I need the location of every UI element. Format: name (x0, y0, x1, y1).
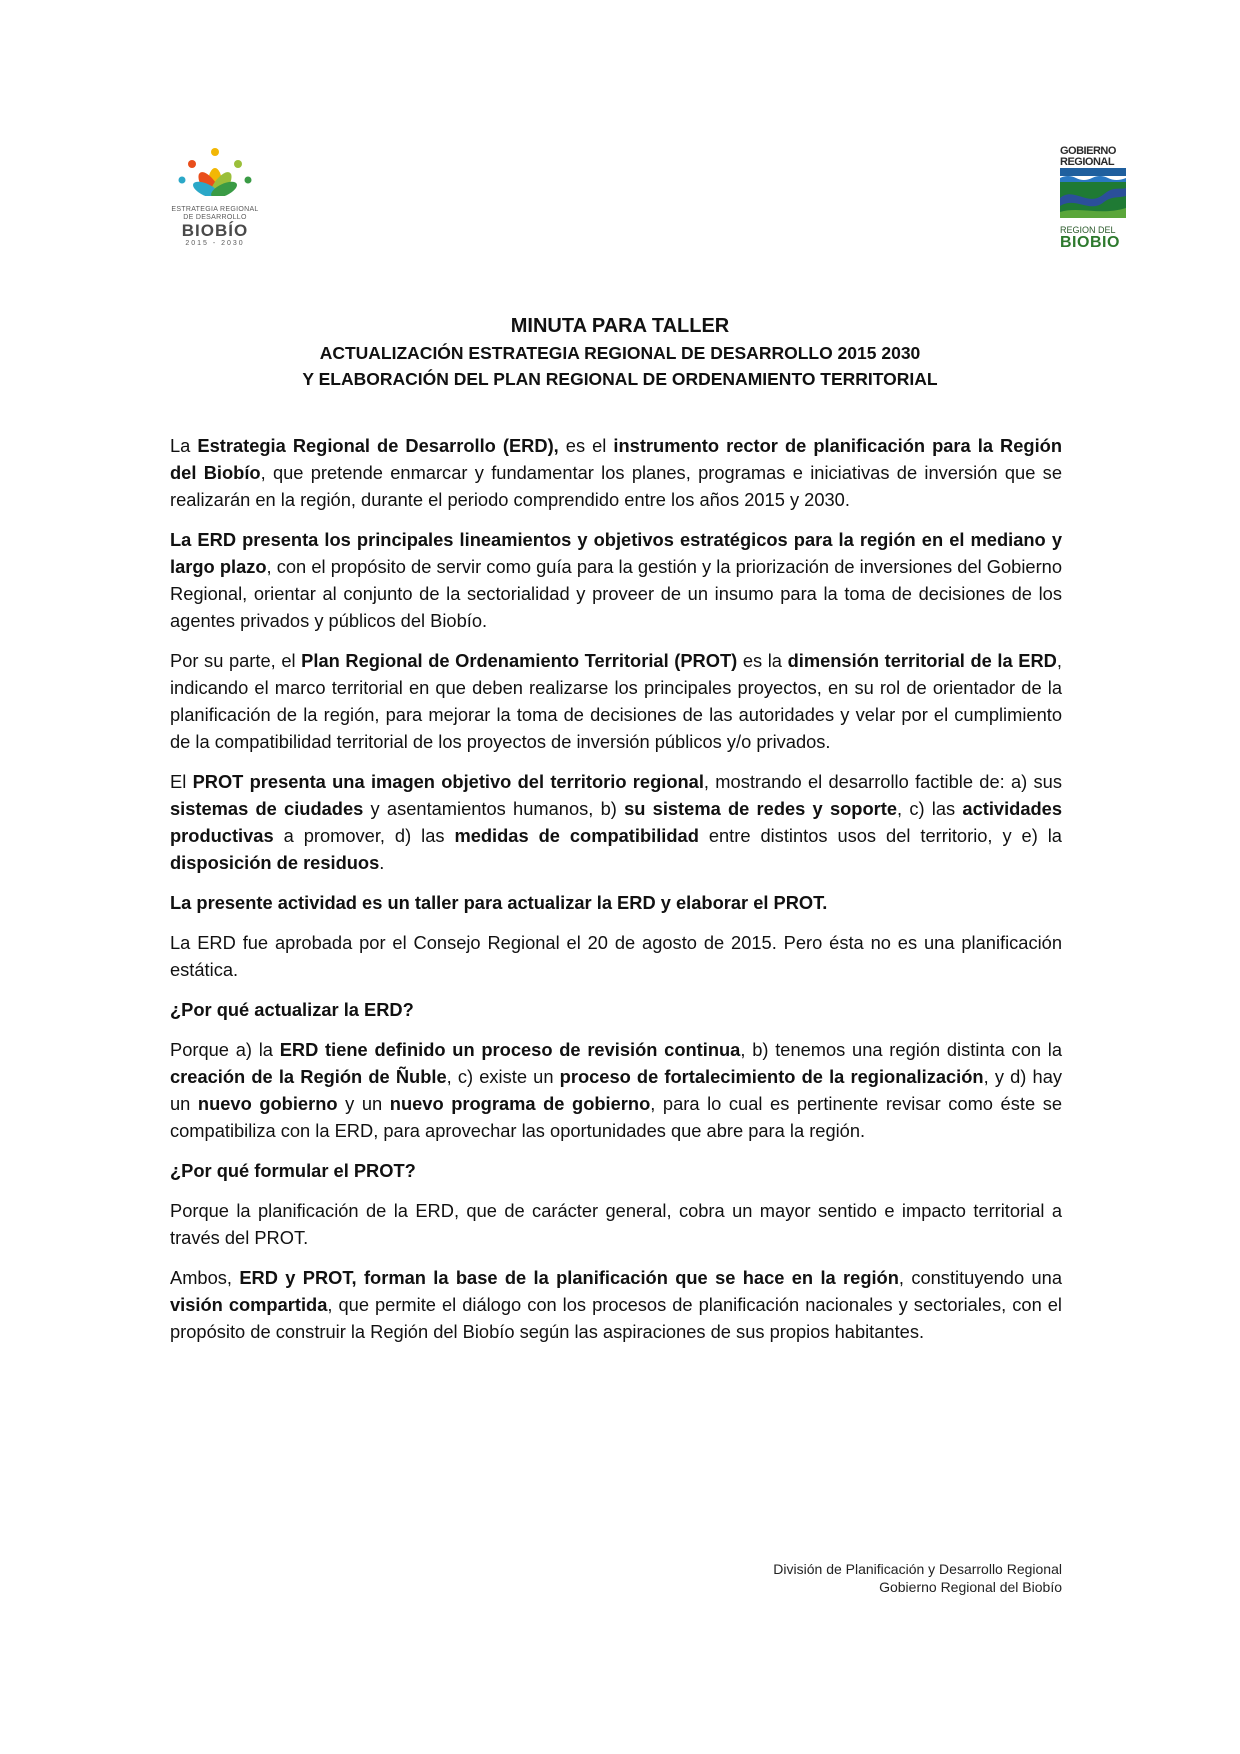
gobierno-regional-logo (1060, 146, 1138, 256)
bold-text-run: ERD y PROT, forman la base de la planificación que se hace en la región (239, 1267, 899, 1288)
body-paragraph (170, 1197, 1062, 1251)
text-run: Porque la planificación de la ERD, que de carácter general, cobra un mayor sentido e impacto territorial a través del PROT. (170, 1200, 1062, 1248)
text-run: , que pretende enmarcar y fundamentar los planes, programas e iniciativas de inversión que se realizarán en la región, durante el periodo comprendido entre los años 2015 y 2030. (170, 462, 1062, 510)
text-run: , c) las (897, 798, 963, 819)
text-run: , indicando el marco territorial en que deben realizarse los principales proyectos, en su rol de orientador de la planificación de la región, para mejorar la toma de decisiones de las autoridades y velar por el cumplimiento de la compatibilidad territorial de los proyectos de inversión públicos y/o privados. (170, 650, 1062, 752)
footer-division: División de Planificación y Desarrollo Regional (773, 1561, 1062, 1577)
body-paragraph (170, 1036, 1062, 1144)
document-title: MINUTA PARA TALLER (510, 315, 730, 337)
text-run: a promover, d) las (273, 825, 455, 846)
body-paragraph (170, 889, 1062, 916)
body-paragraph (170, 526, 1062, 634)
text-run: El (170, 771, 193, 792)
bold-text-run: disposición de residuos (170, 852, 380, 873)
text-run: , mostrando el desarrollo factible de: a) sus (703, 771, 1062, 792)
bold-text-run: ERD tiene definido un proceso de revisión continua (279, 1039, 741, 1060)
text-run: , constituyendo una (898, 1267, 1062, 1288)
text-run: , que permite el diálogo con los procesos de planificación nacionales y sectoriales, con el propósito de construir la Región del Biobío según las aspiraciones de sus propios habitantes. (170, 1294, 1062, 1342)
text-run: , con el propósito de servir como guía para la gestión y la priorización de inversiones del Gobierno Regional, orientar al conjunto de la sectorialidad y proveer de un insumo para la toma de decisiones de los agentes privados y públicos del Biobío. (170, 556, 1062, 631)
document-subtitle-1: ACTUALIZACIÓN ESTRATEGIA REGIONAL DE DESARROLLO 2015 2030 (319, 343, 921, 363)
text-run: La (170, 435, 198, 456)
erd-logo-line3: BIOBÍO (181, 221, 249, 240)
text-run: , c) existe un (446, 1066, 560, 1087)
bold-text-run: ¿Por qué actualizar la ERD? (170, 999, 414, 1020)
bold-text-run: ¿Por qué formular el PROT? (170, 1160, 416, 1181)
bold-text-run: La presente actividad es un taller para actualizar la ERD y elaborar el PROT. (170, 892, 828, 913)
body-paragraph (170, 1157, 1062, 1184)
text-run: Ambos, (170, 1267, 240, 1288)
page-footer (640, 1560, 1062, 1596)
text-run: Por su parte, el (170, 650, 302, 671)
erd-logo-flower-icon (170, 146, 260, 206)
body-paragraph (170, 996, 1062, 1023)
text-run: La ERD fue aprobada por el Consejo Regional el 20 de agosto de 2015. Pero ésta no es una planificación estática. (170, 932, 1062, 980)
text-run: es el (558, 435, 614, 456)
bold-text-run: instrumento rector de planificación para la Región del Biobío (170, 435, 1062, 483)
body-paragraph (170, 432, 1062, 513)
bold-text-run: creación de la Región de Ñuble (170, 1066, 447, 1087)
gore-logo-line1: GOBIERNO (1060, 145, 1116, 157)
gore-logo-line3: REGION DEL (1060, 225, 1116, 235)
bold-text-run: proceso de fortalecimiento de la regionalización (559, 1066, 984, 1087)
erd-logo-line2: DE DESARROLLO (183, 214, 247, 221)
text-run: Porque a) la (170, 1039, 280, 1060)
text-run: , y d) hay un (170, 1066, 1063, 1114)
text-run: , para lo cual es pertinente revisar como éste se compatibiliza con la ERD, para aprovechar las oportunidades que abre para la región. (170, 1093, 1063, 1141)
bold-text-run: Plan Regional de Ordenamiento Territorial (PROT) (301, 650, 738, 671)
erd-logo-line4: 2015 - 2030 (185, 240, 245, 247)
footer-government: Gobierno Regional del Biobío (879, 1579, 1062, 1595)
body-paragraph (170, 1264, 1062, 1345)
body-paragraph (170, 768, 1062, 876)
text-run: , b) tenemos una región distinta con la (740, 1039, 1063, 1060)
bold-text-run: sistemas de ciudades (170, 798, 364, 819)
document-title-block (170, 312, 1070, 392)
text-run: entre distintos usos del territorio, y e) la (698, 825, 1062, 846)
bold-text-run: dimensión territorial de la ERD (787, 650, 1057, 671)
gore-logo-line2: REGIONAL (1060, 156, 1115, 168)
bold-text-run: PROT presenta una imagen objetivo del territorio regional (192, 771, 704, 792)
bold-text-run: nuevo programa de gobierno (389, 1093, 651, 1114)
bold-text-run: actividades productivas (170, 798, 1062, 846)
body-paragraph (170, 929, 1062, 983)
text-run: y un (337, 1093, 390, 1114)
bold-text-run: medidas de compatibilidad (454, 825, 699, 846)
gore-logo-landscape-icon (1060, 168, 1126, 218)
bold-text-run: Estrategia Regional de Desarrollo (ERD), (197, 435, 559, 456)
text-run: es la (737, 650, 788, 671)
bold-text-run: su sistema de redes y soporte (624, 798, 898, 819)
bold-text-run: nuevo gobierno (197, 1093, 338, 1114)
document-body (170, 432, 1062, 1358)
document-subtitle-2: Y ELABORACIÓN DEL PLAN REGIONAL DE ORDENAMIENTO TERRITORIAL (302, 369, 938, 389)
gore-logo-line4: BIOBIO (1060, 234, 1120, 251)
erd-logo (170, 146, 260, 256)
bold-text-run: visión compartida (170, 1294, 328, 1315)
bold-text-run: La ERD presenta los principales lineamientos y objetivos estratégicos para la región en el mediano y largo plazo (170, 529, 1062, 577)
text-run: . (379, 852, 385, 873)
body-paragraph (170, 647, 1062, 755)
erd-logo-line1: ESTRATEGIA REGIONAL (171, 206, 259, 213)
text-run: y asentamientos humanos, b) (363, 798, 625, 819)
